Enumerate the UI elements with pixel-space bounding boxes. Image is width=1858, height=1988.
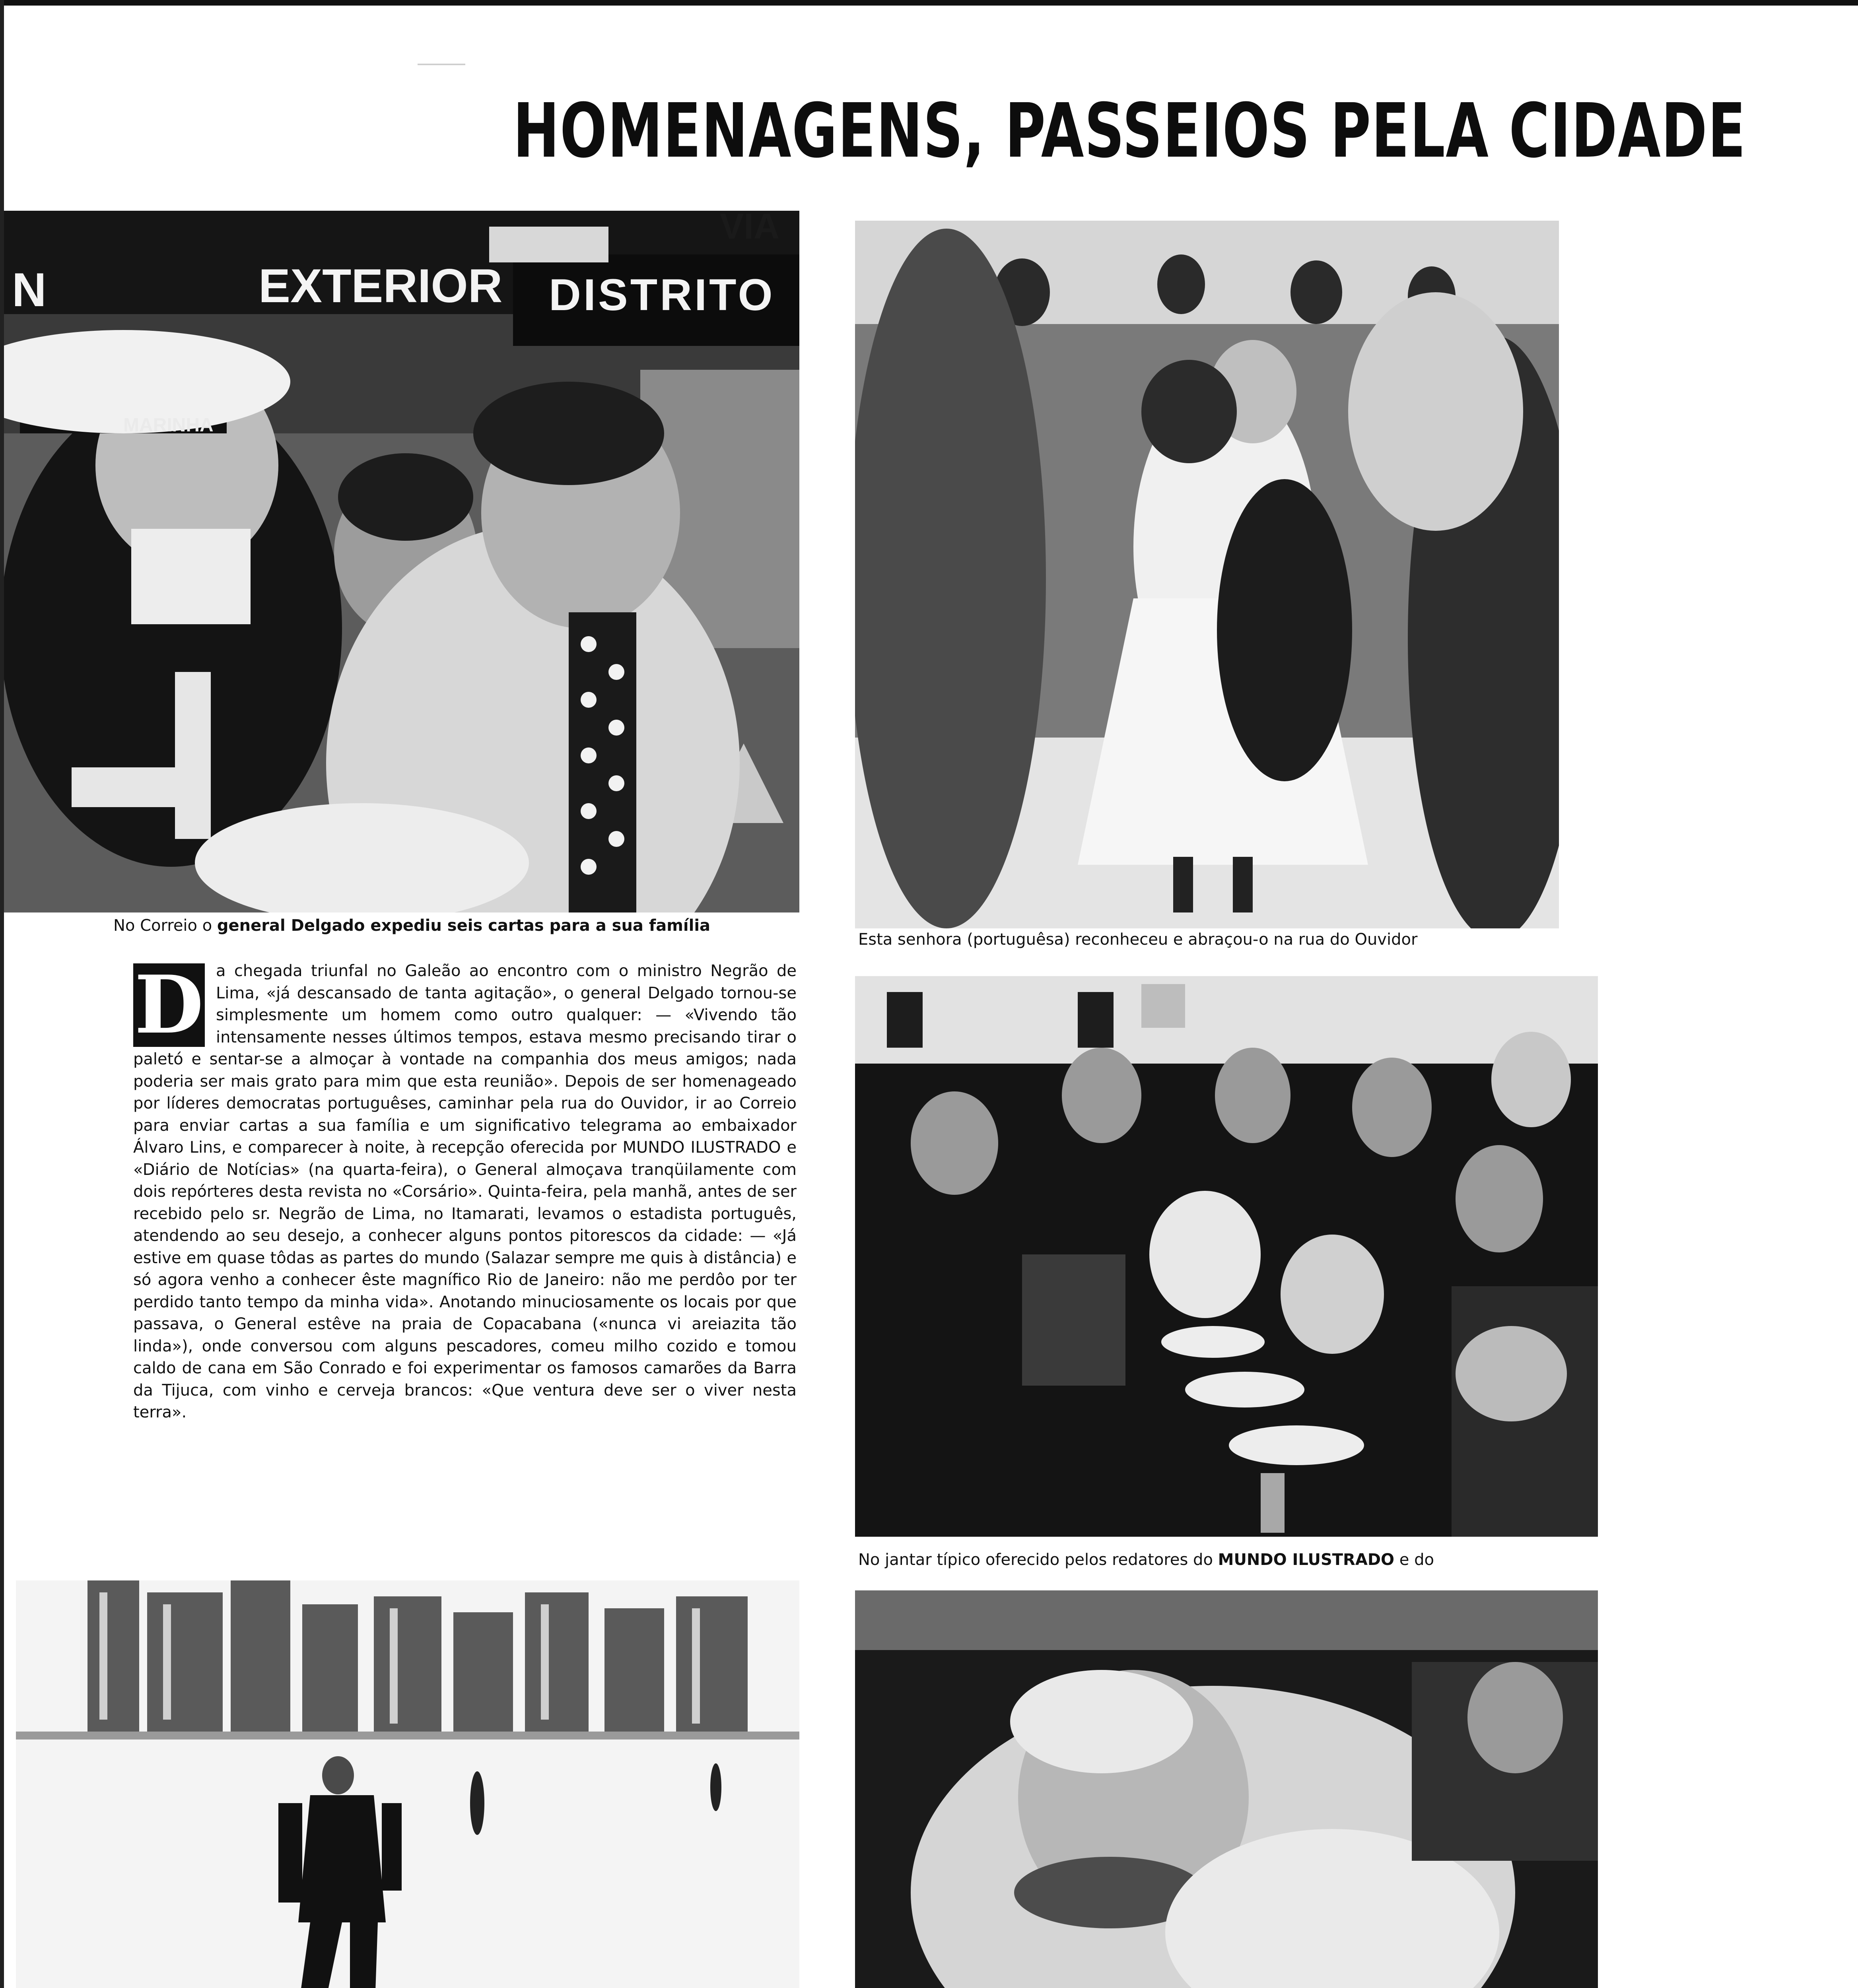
- caption-jantar: [858, 1549, 1562, 1573]
- caption-jantar-post: e do: [1394, 1551, 1434, 1569]
- photo-jantar: [855, 976, 1598, 1537]
- photo-jantar-image: [855, 976, 1598, 1537]
- photo-copacabana: [16, 1580, 799, 1988]
- caption-jantar-pre: No jantar típico oferecido pelos redatores do: [858, 1551, 1218, 1569]
- article-paragraph: a chegada triunfal no Galeão ao encontro com o ministro Negrão de Lima, «já descansado de tanta agitação», o general Delgado tornou-se simplesmente um homem como outro qualquer: — «Vivendo tão intensamente nesses últimos tempos, estava mesmo precisando tirar o paletó e sentar-se a almoçar à vontade na companhia dos meus amigos; nada poderia ser mais grato para mim que esta reunião». Depois de ser homenageado por líderes democratas portuguêses, caminhar pela rua do Ouvidor, ir ao Correio para enviar cartas a sua família e um significativo telegrama ao embaixador Álvaro Lins, e comparecer à noite, à recepção oferecida por MUNDO ILUSTRADO e «Diário de Notícias» (na quarta-feira), o General almoçava tranqüilamente com dois repórteres desta revista no «Corsário». Quinta-feira, pela manhã, antes de ser recebido pelo sr. Negrão de Lima, no Itamarati, levamos o estadista português, atendendo ao seu desejo, a conhecer alguns pontos pitorescos da cidade: — «Já estive em quase tôdas as partes do mundo (Salazar sempre me quis à distância) e só agora venho a conhecer êste magnífico Rio de Janeiro: não me perdôo por ter perdido tanto tempo da minha vida». Anotando minuciosamente os locais por que passava, o General estêve na praia de Copacabana («nunca vi areiazita tão linda»), onde conversou com alguns pescadores, comeu milho cozido e tomou caldo de cana em São Conrado e foi experimentar os famosos camarões da Barra da Tijuca, com vinho e cerveja brancos: «Que ventura deve ser o viver nesta terra».: [133, 962, 797, 1421]
- photo-conrado: [855, 1590, 1598, 1988]
- cap-text: MARINHA: [123, 415, 214, 436]
- article-body: [133, 960, 797, 1541]
- page-headline: HOMENAGENS, PASSEIOS PELA CIDADE: [513, 87, 1746, 175]
- article-dropcap: D: [133, 963, 205, 1047]
- sign-left: N: [12, 263, 47, 316]
- caption-correio: [113, 914, 797, 938]
- photo-senhora-image: [855, 221, 1559, 928]
- photo-conrado-image: [855, 1590, 1598, 1988]
- caption-senhora: Esta senhora (portuguêsa) reconheceu e abraçou-o na rua do Ouvidor: [858, 930, 1418, 949]
- photo-copacabana-image: [16, 1580, 799, 1988]
- caption-jantar-bold: MUNDO ILUSTRADO: [1218, 1551, 1395, 1569]
- sign-exterior: EXTERIOR: [258, 259, 503, 313]
- scan-rule-top: [418, 64, 465, 65]
- caption-correio-pre: No Correio o: [113, 916, 217, 935]
- sign-distrito: DISTRITO: [549, 270, 775, 320]
- sign-via: VIA: [720, 211, 780, 247]
- caption-correio-bold: general Delgado expediu seis cartas para a sua família: [217, 916, 711, 935]
- photo-senhora: [855, 221, 1559, 928]
- photo-correio-image: [4, 211, 799, 912]
- photo-correio: [4, 211, 799, 912]
- scan-left-edge: [0, 0, 4, 1988]
- top-rule: [0, 0, 1858, 6]
